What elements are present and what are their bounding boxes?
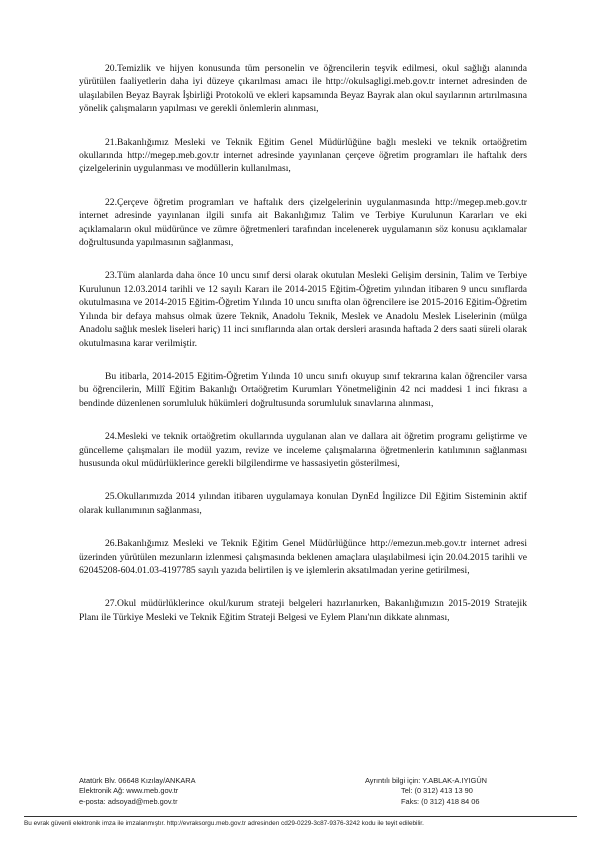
footer-address-block bbox=[79, 776, 319, 807]
paragraph-24: 24.Mesleki ve teknik ortaöğretim okullarında uygulanan alan ve dallara ait öğretim programı geliştirme ve güncelleme çalışmaları ile modül yazım, revize ve inceleme çalışmalarına öğretmenlerin katılımının sağlanması hususunda okul müdürlüklerince gerekli bilgilendirme ve hassasiyetin gösterilmesi, bbox=[79, 431, 527, 469]
footer-contact: Ayrıntılı bilgi için: Y.ABLAK-A.IYIGÜN bbox=[365, 776, 487, 785]
paragraph-22: 22.Çerçeve öğretim programları ve haftalık ders çizelgelerinin uygulanmasında http://megep.meb.gov.tr internet adresinde yayınlanan ilgili sınıfa ait Bakanlığımız Talim ve Terbiye Kurulunun Kararları ve eki açıklamaların okul müdürünce ve zümre öğretmenleri tarafından incelenerek uygulamanın söz konusu açıklamalar doğrultusunda yapılmasının sağlanması, bbox=[79, 196, 527, 249]
e-signature-verification-note: Bu evrak güvenli elektronik imza ile imzalanmıştır. http://evraksorgu.meb.gov.tr adresinden cd29-0229-3c87-9376-3242 kodu ile teyit edilebilir. bbox=[24, 820, 424, 827]
document-body bbox=[79, 62, 527, 624]
paragraph-21: 21.Bakanlığımız Mesleki ve Teknik Eğitim Genel Müdürlüğüne bağlı mesleki ve teknik ortaöğretim okullarında http://megep.meb.gov.tr internet adresinde yayınlanan çerçeve öğretim programları ile haftalık ders çizelgelerinin uygulanması ve modüllerin kullanılması, bbox=[79, 136, 527, 175]
footer-email: e-posta: adsoyad@meb.gov.tr bbox=[79, 796, 178, 806]
paragraph-26: 26.Bakanlığımız Mesleki ve Teknik Eğitim Genel Müdürlüğünce http://emezun.meb.gov.tr internet adresi üzerinden yürütülen mezunların izlenmesi çalışmasında beklenen amaçlara ulaşılabilmesi için 20.04.2015 tarihli ve 62045208-604.01.03-4197785 sayılı yazıda belirtilen iş ve işlemlerin aksatılmadan yerine getirilmesi, bbox=[79, 538, 527, 576]
footer-phone: Tel: (0 312) 413 13 90 bbox=[401, 786, 473, 796]
footer-web: Elektronik Ağ: www.meb.gov.tr bbox=[79, 786, 179, 796]
paragraph-23: 23.Tüm alanlarda daha önce 10 uncu sınıf dersi olarak okutulan Mesleki Gelişim dersinin, Talim ve Terbiye Kurulunun 12.03.2014 tarihli ve 12 sayılı Kararı ile 2014-2015 Eğitim-Öğretim yılından itibaren 9 uncu sınıflarda okutulmasına ve 2014-2015 Eğitim-Öğretim Yılında 10 uncu sınıfta olan öğrencilere ise 2015-2016 Eğitim-Öğretim Yılında bir defaya mahsus olmak üzere Teknik, Anadolu Teknik, Meslek ve Anadolu Meslek Liselerinin (mülga Anadolu sağlık meslek liseleri hariç) 11 inci sınıflarında alan ortak dersleri arasında haftada 2 ders saati süreli olarak okutulmasına karar verilmiştir. bbox=[79, 270, 527, 349]
footer-fax: Faks: (0 312) 418 84 06 bbox=[401, 796, 480, 806]
footer-contact-block bbox=[357, 776, 527, 807]
paragraph-25: 25.Okullarımızda 2014 yılından itibaren uygulamaya konulan DynEd İngilizce Dil Eğitim Sisteminin aktif olarak kullanımının sağlanması, bbox=[79, 491, 527, 516]
footer-address: Atatürk Blv. 06648 Kızılay/ANKARA bbox=[79, 776, 196, 785]
footer-divider bbox=[24, 816, 577, 817]
paragraph-27: 27.Okul müdürlüklerince okul/kurum strateji belgeleri hazırlanırken, Bakanlığımızın 2015-2019 Stratejik Planı ile Türkiye Mesleki ve Teknik Eğitim Strateji Belgesi ve Eylem Planı'nın dikkate alınması, bbox=[79, 598, 527, 623]
paragraph-23-continuation: Bu itibarla, 2014-2015 Eğitim-Öğretim Yılında 10 uncu sınıfı okuyup sınıf tekrarına kalan öğrenciler varsa bu öğrencilerin, Millî Eğitim Bakanlığı Ortaöğretim Kurumları Yönetmeliğinin 42 nci maddesi 1 inci fıkrası a bendinde düzenlenen sorumluluk hükümleri doğrultusunda sorumluluk sınavlarına alınması, bbox=[79, 370, 527, 409]
paragraph-20: 20.Temizlik ve hijyen konusunda tüm personelin ve öğrencilerin teşvik edilmesi, okul sağlığı alanında yürütülen faaliyetlerin daha iyi düzeye çıkarılması amacı ile http://okulsagligi.meb.gov.tr internet adresinden de ulaşılabilen Beyaz Bayrak İşbirliği Protokolü ve ekleri kapsamında Beyaz Bayrak alan okul sayılarının artırılmasına yönelik çalışmaların yapılması ve gerekli önlemlerin alınması, bbox=[79, 63, 527, 115]
